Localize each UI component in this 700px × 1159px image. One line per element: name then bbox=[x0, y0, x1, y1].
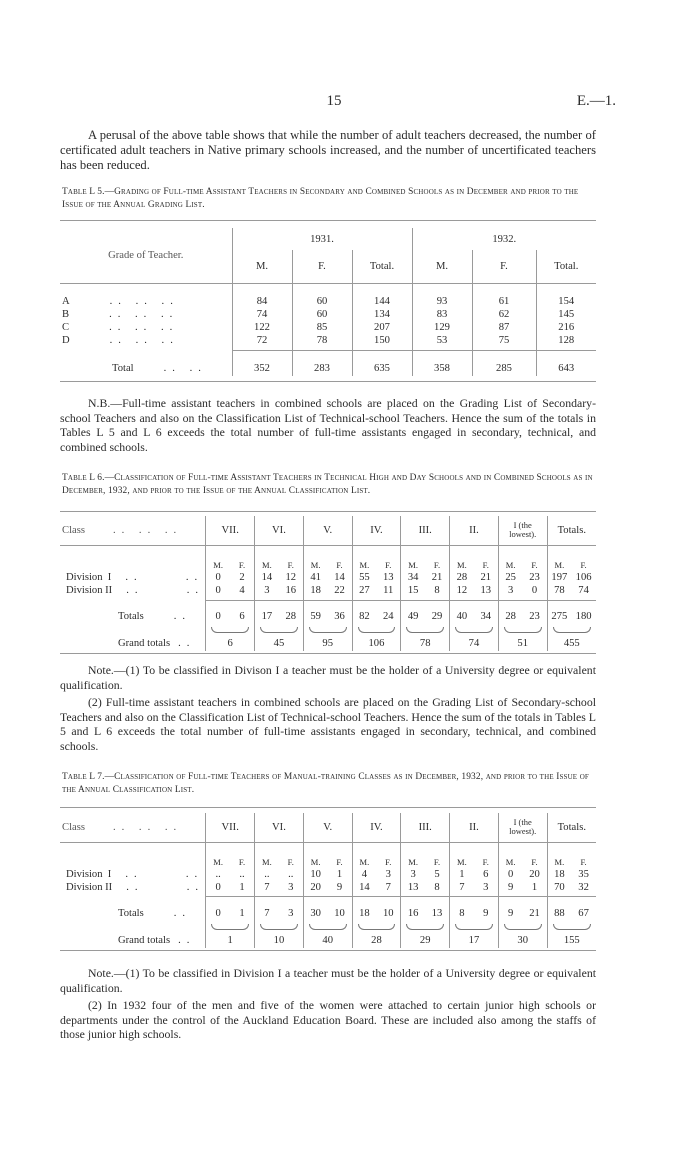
value: .. bbox=[288, 869, 294, 880]
table-row bbox=[60, 282, 596, 295]
class-header: Class .. .. .. bbox=[62, 821, 183, 833]
value: 22 bbox=[334, 585, 345, 596]
class-col-header: III. bbox=[401, 813, 450, 841]
col-f: F. bbox=[531, 856, 538, 867]
col-m: M. bbox=[498, 558, 522, 571]
leader-dots: .. .. .. bbox=[109, 309, 179, 320]
brace-mark bbox=[455, 627, 493, 633]
mf-row bbox=[60, 558, 596, 571]
totals-value: 24 bbox=[382, 611, 394, 622]
col-f: F. bbox=[336, 559, 343, 570]
totals-value: 34 bbox=[480, 611, 492, 622]
value: 1 bbox=[450, 868, 474, 881]
col-m: M. bbox=[232, 250, 292, 282]
value: 18 bbox=[547, 868, 571, 881]
value: 129 bbox=[412, 321, 472, 334]
col-m: M. bbox=[352, 855, 376, 868]
col-f: F. bbox=[238, 559, 246, 570]
value: 12 bbox=[450, 584, 474, 597]
value: 55 bbox=[352, 571, 376, 584]
value: 62 bbox=[472, 308, 536, 321]
totals-value: 13 bbox=[431, 908, 443, 919]
value: 78 bbox=[547, 584, 571, 597]
grade-label: C bbox=[62, 322, 70, 333]
class-col-header: IV. bbox=[352, 516, 401, 544]
col-f: F. bbox=[433, 559, 441, 570]
col-f: F. bbox=[287, 559, 294, 570]
totals-label: Totals bbox=[118, 611, 144, 622]
total-value: 285 bbox=[472, 360, 536, 376]
leader-dots: .. bbox=[178, 935, 196, 946]
value: 84 bbox=[232, 295, 292, 308]
year-1931: 1931. bbox=[232, 228, 412, 250]
col-m: M. bbox=[303, 558, 327, 571]
col-f: F. bbox=[531, 559, 538, 570]
totals-value: 180 bbox=[575, 611, 592, 622]
value: 25 bbox=[498, 571, 522, 584]
grand-total-value: 6 bbox=[206, 636, 255, 651]
grade-label: D bbox=[62, 335, 70, 346]
table-row bbox=[60, 544, 596, 558]
leader-dots: .. .. .. bbox=[109, 322, 179, 333]
leader-dots: .. .. bbox=[125, 572, 204, 583]
col-f: F. bbox=[385, 856, 392, 867]
table-l6 bbox=[60, 516, 596, 651]
value: 154 bbox=[536, 295, 596, 308]
table-row bbox=[60, 868, 596, 881]
totals-value: 6 bbox=[239, 611, 245, 622]
value: 3 bbox=[255, 584, 279, 597]
col-f: F. bbox=[287, 856, 294, 867]
grand-total-value: 95 bbox=[303, 636, 352, 651]
col-m: M. bbox=[303, 855, 327, 868]
col-m: M. bbox=[206, 558, 230, 571]
class-col-header: I (the lowest). bbox=[498, 516, 547, 544]
table-l5-year-row bbox=[60, 228, 596, 250]
table-row bbox=[60, 347, 596, 360]
grand-totals-row bbox=[60, 636, 596, 651]
totals-value: 88 bbox=[547, 907, 571, 920]
class-col-header: V. bbox=[303, 516, 352, 544]
table-row bbox=[60, 584, 596, 597]
brace-mark bbox=[309, 924, 347, 930]
value: 60 bbox=[292, 295, 352, 308]
totals-value: 16 bbox=[401, 907, 425, 920]
grand-total-value: 30 bbox=[498, 933, 547, 948]
grand-totals-row bbox=[60, 933, 596, 948]
value: 7 bbox=[255, 881, 279, 894]
col-total: Total. bbox=[352, 250, 412, 282]
brace-mark bbox=[211, 924, 249, 930]
grand-total-value: 74 bbox=[450, 636, 499, 651]
totals-value: 10 bbox=[382, 908, 394, 919]
class-col-header: IV. bbox=[352, 813, 401, 841]
brace-mark bbox=[406, 627, 444, 633]
col-m: M. bbox=[547, 558, 571, 571]
totals-value: 7 bbox=[255, 907, 279, 920]
page-header bbox=[0, 93, 700, 113]
leader-dots: .. .. bbox=[126, 585, 205, 596]
leader-dots: .. .. .. bbox=[112, 821, 183, 833]
class-col-header: VII. bbox=[206, 516, 255, 544]
value: 78 bbox=[292, 334, 352, 347]
value: 1 bbox=[239, 882, 245, 893]
value: .. bbox=[239, 869, 245, 880]
value: 13 bbox=[382, 572, 394, 583]
totals-value: 1 bbox=[239, 908, 245, 919]
class-col-header: II. bbox=[450, 516, 499, 544]
value: .. bbox=[255, 868, 279, 881]
value: 83 bbox=[412, 308, 472, 321]
value: 18 bbox=[303, 584, 327, 597]
col-m: M. bbox=[547, 855, 571, 868]
value: 21 bbox=[431, 572, 443, 583]
leader-dots: .. .. bbox=[125, 869, 204, 880]
value: 1 bbox=[336, 869, 343, 880]
mf-row bbox=[60, 855, 596, 868]
value: 14 bbox=[334, 572, 345, 583]
value: 74 bbox=[578, 585, 589, 596]
value: 4 bbox=[352, 868, 376, 881]
table-l5-caption: Table L 5.—Grading of Full-time Assistant Teachers in Secondary and Combined Schools as in December and prior to the Issue of the Annual Grading List. bbox=[62, 187, 579, 210]
value: 32 bbox=[578, 882, 589, 893]
grand-total-value: 17 bbox=[450, 933, 499, 948]
brace-mark bbox=[358, 627, 396, 633]
brace-mark bbox=[553, 627, 591, 633]
class-col-header: III. bbox=[401, 516, 450, 544]
value: 1 bbox=[531, 882, 538, 893]
division-label: Division I bbox=[66, 572, 112, 583]
value: 3 bbox=[498, 584, 522, 597]
brace-row bbox=[60, 920, 596, 933]
value: 2 bbox=[239, 572, 245, 583]
leader-dots: .. bbox=[173, 908, 192, 919]
total-value: 635 bbox=[352, 360, 412, 376]
class-col-header: VI. bbox=[255, 813, 304, 841]
totals-value: 275 bbox=[547, 610, 571, 623]
brace-mark bbox=[260, 924, 298, 930]
brace-mark bbox=[260, 627, 298, 633]
leader-dots: .. bbox=[173, 611, 192, 622]
brace-mark bbox=[406, 924, 444, 930]
table-row bbox=[60, 841, 596, 855]
value: 87 bbox=[472, 321, 536, 334]
totals-value: 36 bbox=[334, 611, 345, 622]
value: 20 bbox=[529, 869, 540, 880]
table-l5 bbox=[60, 228, 596, 376]
value: 75 bbox=[472, 334, 536, 347]
value: 21 bbox=[480, 572, 492, 583]
table-l7-top-rule bbox=[60, 807, 596, 808]
value: 93 bbox=[412, 295, 472, 308]
brace-mark bbox=[504, 627, 542, 633]
totals-value: 18 bbox=[352, 907, 376, 920]
col-m: M. bbox=[401, 558, 425, 571]
total-value: 643 bbox=[536, 360, 596, 376]
table-row bbox=[60, 597, 596, 610]
value: 8 bbox=[434, 882, 440, 893]
totals-value: 23 bbox=[529, 611, 540, 622]
class-col-header: Totals. bbox=[547, 516, 596, 544]
grand-totals-label: Grand totals bbox=[118, 638, 171, 649]
grand-totals-label: Grand totals bbox=[118, 935, 171, 946]
leader-dots: .. .. .. bbox=[109, 296, 179, 307]
value: 0 bbox=[206, 571, 230, 584]
total-value: 358 bbox=[412, 360, 472, 376]
class-header-row bbox=[60, 516, 596, 544]
col-f: F. bbox=[433, 856, 441, 867]
brace-mark bbox=[211, 627, 249, 633]
value: 5 bbox=[434, 869, 440, 880]
value: 128 bbox=[536, 334, 596, 347]
grand-total-value: 455 bbox=[547, 636, 596, 651]
value: 53 bbox=[412, 334, 472, 347]
grand-total-value: 40 bbox=[303, 933, 352, 948]
value: 150 bbox=[352, 334, 412, 347]
col-total: Total. bbox=[536, 250, 596, 282]
value: 8 bbox=[434, 585, 440, 596]
col-f: F. bbox=[580, 559, 587, 570]
table-l7-bottom-rule bbox=[60, 950, 596, 951]
totals-value: 40 bbox=[450, 610, 474, 623]
value: 23 bbox=[529, 572, 540, 583]
grand-total-value: 78 bbox=[401, 636, 450, 651]
totals-value: 9 bbox=[498, 907, 522, 920]
value: 85 bbox=[292, 321, 352, 334]
class-header-row bbox=[60, 813, 596, 841]
note2-item2: (2) In 1932 four of the men and five of the women were attached to certain junior high schools or departments under the control of the Auckland Education Board. These are included also among the staffs of those junior high schools. bbox=[60, 998, 596, 1041]
value: 60 bbox=[292, 308, 352, 321]
value: 10 bbox=[303, 868, 327, 881]
class-header: Class .. .. .. bbox=[62, 524, 183, 536]
value: 7 bbox=[450, 881, 474, 894]
class-col-header: V. bbox=[303, 813, 352, 841]
table-l5-total-row bbox=[60, 360, 596, 376]
grand-total-value: 45 bbox=[255, 636, 304, 651]
section-code: E.—1. bbox=[576, 93, 616, 109]
note1-item2: (2) Full-time assistant teachers in combined schools are placed on the Grading List of Secondary-school Teachers and also on the Classification List of Technical-school Teachers. Hence the sum of the totals in Tables L 5 and L 6 exceeds the total number of full-time assistants engaged in secondary, technical, and combined schools. bbox=[60, 695, 596, 753]
value: 3 bbox=[401, 868, 425, 881]
grand-total-value: 106 bbox=[352, 636, 401, 651]
brace-row bbox=[60, 623, 596, 636]
total-value: 283 bbox=[292, 360, 352, 376]
col-f: F. bbox=[385, 559, 392, 570]
division-label: Division I bbox=[66, 869, 112, 880]
table-l5-bottom-rule bbox=[60, 381, 596, 382]
totals-value: 30 bbox=[303, 907, 327, 920]
table-l7 bbox=[60, 813, 596, 948]
col-m: M. bbox=[352, 558, 376, 571]
totals-value: 0 bbox=[206, 907, 230, 920]
value: 4 bbox=[239, 585, 245, 596]
col-m: M. bbox=[450, 558, 474, 571]
col-m: M. bbox=[401, 855, 425, 868]
value: 216 bbox=[536, 321, 596, 334]
grade-label: B bbox=[62, 309, 70, 320]
page-number: 15 bbox=[326, 93, 342, 109]
brace-mark bbox=[309, 627, 347, 633]
value: 144 bbox=[352, 295, 412, 308]
value: 13 bbox=[401, 881, 425, 894]
division-label: Division II bbox=[66, 585, 113, 596]
class-col-header: VI. bbox=[255, 516, 304, 544]
col-f: F. bbox=[472, 250, 536, 282]
value: 106 bbox=[575, 572, 592, 583]
grade-header: Grade of Teacher. bbox=[108, 249, 184, 261]
class-col-header: VII. bbox=[206, 813, 255, 841]
totals-value: 10 bbox=[334, 908, 345, 919]
value: .. bbox=[206, 868, 230, 881]
leader-dots: .. .. bbox=[126, 882, 205, 893]
totals-value: 0 bbox=[206, 610, 230, 623]
table-row bbox=[60, 308, 596, 321]
intro-paragraph: A perusal of the above table shows that while the number of adult teachers decreased, the number of certificated adult teachers in Native primary schools increased, and the number of uncertificated teachers has been reduced. bbox=[60, 128, 596, 172]
value: 41 bbox=[303, 571, 327, 584]
totals-value: 29 bbox=[431, 611, 443, 622]
col-f: F. bbox=[482, 856, 489, 867]
grand-total-value: 10 bbox=[255, 933, 304, 948]
value: 70 bbox=[547, 881, 571, 894]
totals-value: 9 bbox=[483, 908, 489, 919]
col-f: F. bbox=[238, 856, 246, 867]
value: 11 bbox=[383, 585, 394, 596]
value: 20 bbox=[303, 881, 327, 894]
table-row bbox=[60, 321, 596, 334]
class-col-header: Totals. bbox=[547, 813, 596, 841]
value: 0 bbox=[206, 881, 230, 894]
value: 74 bbox=[232, 308, 292, 321]
col-m: M. bbox=[412, 250, 472, 282]
leader-dots: .. .. .. bbox=[112, 524, 183, 536]
value: 9 bbox=[336, 882, 343, 893]
value: 207 bbox=[352, 321, 412, 334]
table-row bbox=[60, 571, 596, 584]
value: 35 bbox=[578, 869, 589, 880]
value: 16 bbox=[285, 585, 297, 596]
value: 0 bbox=[498, 868, 522, 881]
value: 27 bbox=[352, 584, 376, 597]
value: 0 bbox=[531, 585, 538, 596]
totals-label: Totals bbox=[118, 908, 144, 919]
total-label: Total bbox=[112, 362, 134, 374]
table-row bbox=[60, 295, 596, 308]
brace-mark bbox=[358, 924, 396, 930]
value: 0 bbox=[206, 584, 230, 597]
totals-row bbox=[60, 610, 596, 623]
grand-total-value: 1 bbox=[206, 933, 255, 948]
value: 197 bbox=[547, 571, 571, 584]
totals-row bbox=[60, 907, 596, 920]
class-col-header: I (the lowest). bbox=[498, 813, 547, 841]
value: 3 bbox=[288, 882, 294, 893]
col-m: M. bbox=[255, 855, 279, 868]
col-m: M. bbox=[450, 855, 474, 868]
col-f: F. bbox=[292, 250, 352, 282]
table-l6-top-rule bbox=[60, 511, 596, 512]
col-f: F. bbox=[336, 856, 343, 867]
table-l6-caption: Table L 6.—Classification of Full-time Assistant Teachers in Technical High and Day Schools and in Combined Schools as in December, 1932, and prior to the Issue of the Annual Classification List. bbox=[62, 473, 593, 496]
total-value: 352 bbox=[232, 360, 292, 376]
grand-total-value: 155 bbox=[547, 933, 596, 948]
totals-value: 28 bbox=[498, 610, 522, 623]
totals-value: 21 bbox=[529, 908, 540, 919]
value: 34 bbox=[401, 571, 425, 584]
totals-value: 8 bbox=[450, 907, 474, 920]
table-l6-bottom-rule bbox=[60, 653, 596, 654]
value: 14 bbox=[255, 571, 279, 584]
nb-note: N.B.—Full-time assistant teachers in combined schools are placed on the Grading List of Secondary-school Teachers and also on the Classification List of Technical-school Teachers. Hence the sum of the totals in Tables L 5 and L 6 exceeds the total number of full-time assistants engaged in secondary, technical, and combined schools. bbox=[60, 396, 596, 454]
note1-item1: Note.—(1) To be classified in Divison I a teacher must be the holder of a University degree or equivalent qualification. bbox=[60, 663, 596, 692]
totals-value: 82 bbox=[352, 610, 376, 623]
value: 15 bbox=[401, 584, 425, 597]
brace-mark bbox=[455, 924, 493, 930]
year-1932: 1932. bbox=[412, 228, 596, 250]
value: 28 bbox=[450, 571, 474, 584]
table-row bbox=[60, 334, 596, 347]
table-row bbox=[60, 894, 596, 907]
brace-mark bbox=[553, 924, 591, 930]
class-col-header: II. bbox=[450, 813, 499, 841]
leader-dots: .. bbox=[178, 638, 196, 649]
value: 9 bbox=[498, 881, 522, 894]
totals-value: 17 bbox=[255, 610, 279, 623]
totals-value: 3 bbox=[288, 908, 294, 919]
value: 7 bbox=[385, 882, 391, 893]
value: 13 bbox=[480, 585, 492, 596]
brace-mark bbox=[504, 924, 542, 930]
grand-total-value: 28 bbox=[352, 933, 401, 948]
value: 134 bbox=[352, 308, 412, 321]
table-row bbox=[60, 881, 596, 894]
leader-dots: .. .. .. bbox=[109, 335, 179, 346]
value: 14 bbox=[352, 881, 376, 894]
totals-value: 67 bbox=[578, 908, 589, 919]
value: 3 bbox=[483, 882, 489, 893]
col-m: M. bbox=[206, 855, 230, 868]
grade-label: A bbox=[62, 296, 70, 307]
table-l5-top-rule bbox=[60, 220, 596, 221]
value: 61 bbox=[472, 295, 536, 308]
note2-item1: Note.—(1) To be classified in Division I a teacher must be the holder of a University degree or equivalent qualification. bbox=[60, 966, 596, 995]
col-f: F. bbox=[482, 559, 489, 570]
leader-dots: .. .. bbox=[163, 362, 207, 374]
grand-total-value: 51 bbox=[498, 636, 547, 651]
value: 72 bbox=[232, 334, 292, 347]
grand-total-value: 29 bbox=[401, 933, 450, 948]
value: 145 bbox=[536, 308, 596, 321]
table-l7-caption: Table L 7.—Classification of Full-time Teachers of Manual-training Classes as in December, 1932, and prior to the Issue of the Annual Classification List. bbox=[62, 772, 589, 795]
value: 6 bbox=[483, 869, 489, 880]
col-m: M. bbox=[255, 558, 279, 571]
value: 122 bbox=[232, 321, 292, 334]
totals-value: 49 bbox=[401, 610, 425, 623]
totals-value: 59 bbox=[303, 610, 327, 623]
col-m: M. bbox=[498, 855, 522, 868]
value: 12 bbox=[285, 572, 297, 583]
value: 3 bbox=[385, 869, 391, 880]
col-f: F. bbox=[580, 856, 587, 867]
totals-value: 28 bbox=[285, 611, 297, 622]
division-label: Division II bbox=[66, 882, 113, 893]
